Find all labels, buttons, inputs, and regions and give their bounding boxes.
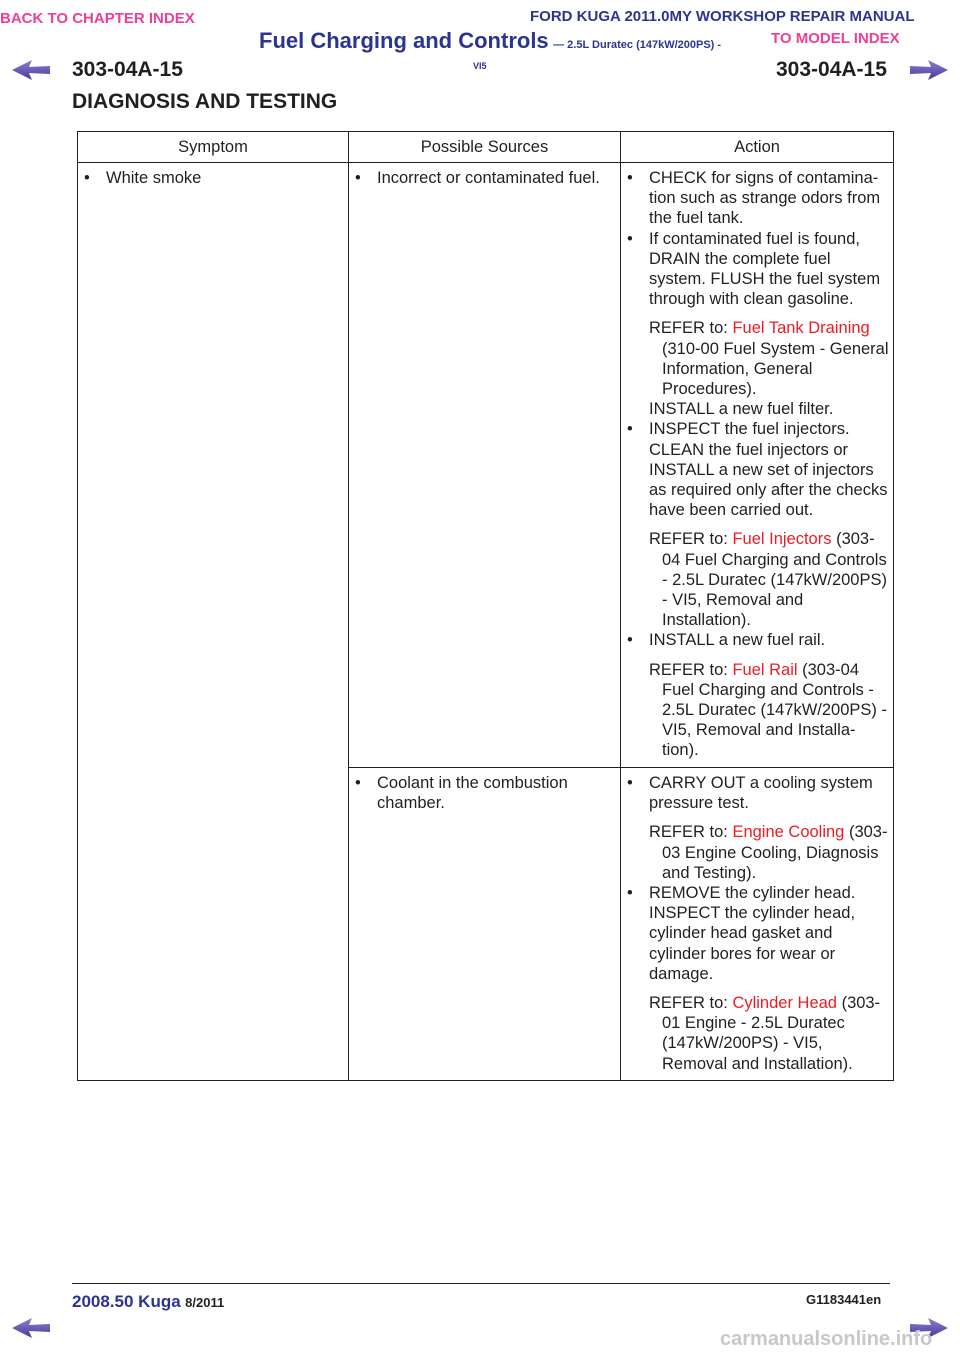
action-cell: • CHECK for signs of contamina-tion such as strange odors from the fuel tank. • If contaminated fuel is found, DRAIN the complete fuel system. FLUSH the fuel system through with clean gasoline. REFER to: Fuel Tank Draining (310-00 Fuel System - General Information, General Procedures). INSTALL a new fuel filter. • INSPECT the fuel injectors. CLEAN the fuel injectors or INSTALL a new set of injectors as required only after the checks have been carried out. REFER to: Fuel Injectors (303-04 Fuel Charging and Controls - 2.5L Duratec (147kW/200PS) - VI5, Removal and Installation). • INSTALL a new fuel rail. REFER to: Fuel Rail (303-04 Fuel Charging and Controls - 2.5L Duratec (147kW/200PS) - VI5, Removal and Installa-tion). xyxy=(621,163,894,768)
cylinder-head-link[interactable]: Cylinder Head xyxy=(732,994,837,1013)
fuel-rail-link[interactable]: Fuel Rail xyxy=(732,660,798,679)
page-number-left: 303-04A-15 xyxy=(72,58,183,81)
fuel-tank-draining-link[interactable]: Fuel Tank Draining xyxy=(732,319,870,338)
footer-document-code: G1183441en xyxy=(806,1292,882,1307)
reference: REFER to: Engine Cooling (303-03 Engine Cooling, Diagnosis and Testing). xyxy=(649,823,888,882)
page-heading: DIAGNOSIS AND TESTING xyxy=(72,90,338,113)
source-text: Coolant in the combustion chamber. xyxy=(377,774,568,813)
prev-page-arrow-icon[interactable] xyxy=(12,60,50,80)
action-step: CARRY OUT a cooling system pressure test. xyxy=(649,774,873,813)
variant-label: VI5 xyxy=(473,61,487,71)
prev-page-arrow-icon[interactable] xyxy=(12,1318,50,1338)
section-subtitle: — 2.5L Duratec (147kW/200PS) - xyxy=(553,39,722,51)
section-title: Fuel Charging and Controls xyxy=(259,28,549,53)
reference: REFER to: Fuel Rail (303-04 Fuel Charging and Controls - 2.5L Duratec (147kW/200PS) - VI5, Removal and Installa-tion). xyxy=(649,660,887,760)
source-cell: • Incorrect or contaminated fuel. xyxy=(349,163,621,768)
action-step: INSTALL a new fuel rail. xyxy=(649,631,826,650)
fuel-injectors-link[interactable]: Fuel Injectors xyxy=(732,530,832,549)
engine-cooling-link[interactable]: Engine Cooling xyxy=(732,823,845,842)
table-header-row xyxy=(78,132,894,163)
reference: REFER to: Fuel Tank Draining (310-00 Fuel System - General Information, General Procedures). xyxy=(649,319,889,399)
manual-title: FORD KUGA 2011.0MY WORKSHOP REPAIR MANUAL xyxy=(530,8,915,25)
to-model-index-link[interactable]: TO MODEL INDEX xyxy=(771,30,900,47)
back-to-chapter-index-link[interactable]: BACK TO CHAPTER INDEX xyxy=(0,10,195,27)
section-header xyxy=(259,28,721,54)
action-step: If contaminated fuel is found, DRAIN the complete fuel system. FLUSH the fuel system through with clean gasoline. xyxy=(649,229,881,309)
source-cell: • Coolant in the combustion chamber. xyxy=(349,768,621,1081)
action-step: CHECK for signs of contamina-tion such as strange odors from the fuel tank. xyxy=(649,169,881,228)
page-number-right: 303-04A-15 xyxy=(776,58,887,81)
next-page-arrow-icon[interactable] xyxy=(910,60,948,80)
symptom-text: White smoke xyxy=(106,169,202,187)
reference: REFER to: Cylinder Head (303-01 Engine - 2.5L Duratec (147kW/200PS) - VI5, Removal and Installation). xyxy=(649,994,881,1073)
footer-model-info xyxy=(72,1292,224,1312)
footer-model: 2008.50 Kuga xyxy=(72,1292,181,1311)
symptom-cell: • White smoke xyxy=(78,163,349,1081)
action-step: REMOVE the cylinder head. INSPECT the cylinder head, cylinder head gasket and cylinder bores for wear or damage. xyxy=(649,884,856,983)
footer-divider xyxy=(72,1283,890,1284)
header-symptom: Symptom xyxy=(78,132,349,163)
action-cell: • CARRY OUT a cooling system pressure test. REFER to: Engine Cooling (303-03 Engine Cooling, Diagnosis and Testing). • REMOVE the cylinder head. INSPECT the cylinder head, cylinder head gasket and cylinder bores for wear or damage. REFER to: Cylinder Head (303-01 Engine - 2.5L Duratec (147kW/200PS) - VI5, Removal and Installation). xyxy=(621,768,894,1081)
reference: REFER to: Fuel Injectors (303-04 Fuel Charging and Controls - 2.5L Duratec (147kW/200PS) - VI5, Removal and Installation). xyxy=(649,530,887,630)
source-text: Incorrect or contaminated fuel. xyxy=(377,169,600,187)
header-possible-sources: Possible Sources xyxy=(349,132,621,163)
action-step: INSPECT the fuel injectors. CLEAN the fuel injectors or INSTALL a new set of injectors as required only after the checks have been carried out. xyxy=(649,420,888,520)
diagnosis-table xyxy=(77,131,894,1081)
watermark: carmanualsonline.info xyxy=(720,1328,933,1350)
footer-date: 8/2011 xyxy=(185,1295,225,1310)
table-row xyxy=(78,163,894,768)
header-action: Action xyxy=(621,132,894,163)
action-step: INSTALL a new fuel filter. xyxy=(649,400,834,419)
